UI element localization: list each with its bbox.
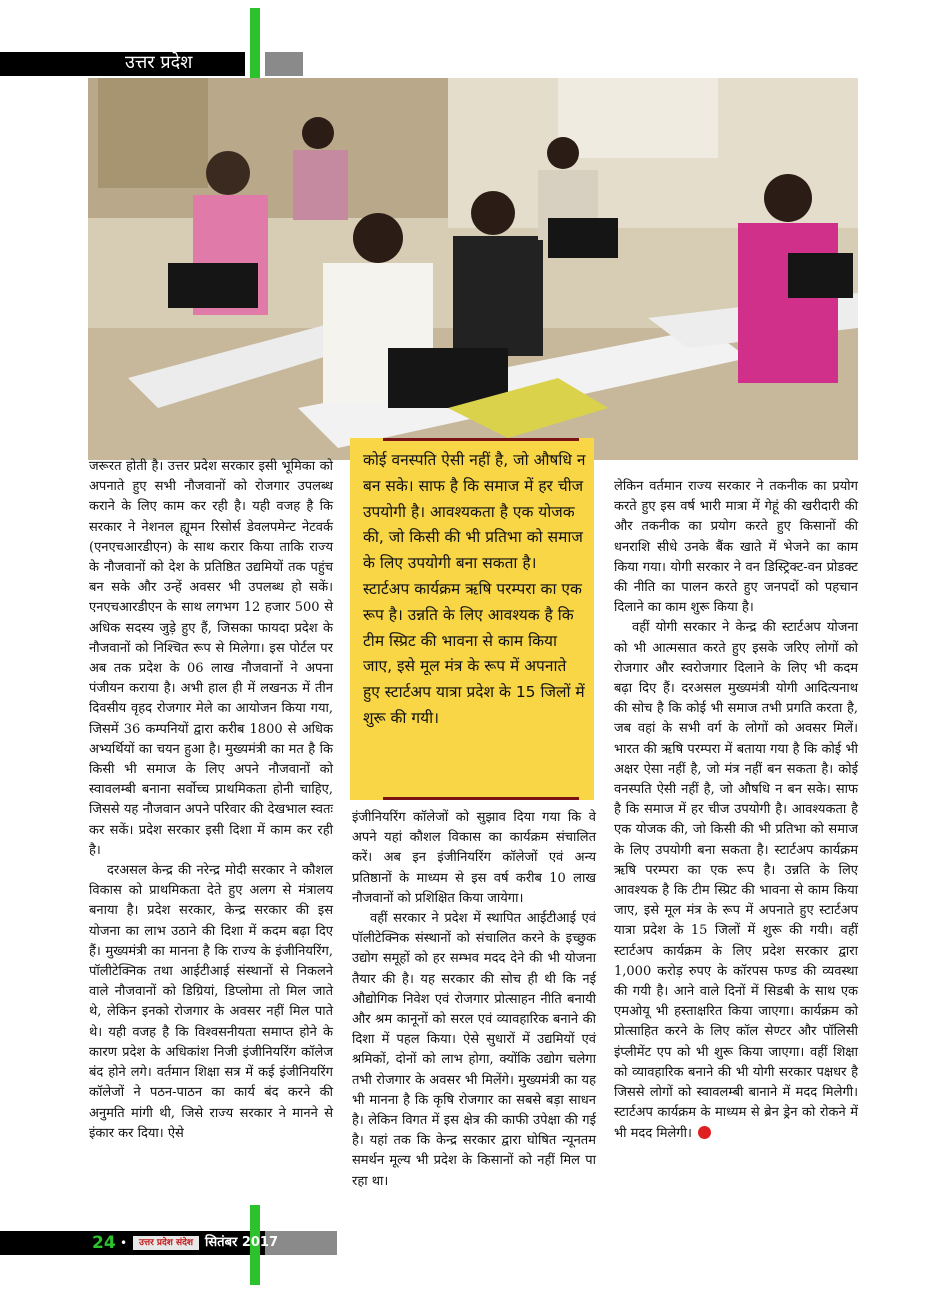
article-paragraph-text: वहीं योगी सरकार ने केन्द्र की स्टार्टअप योजना को भी आत्मसात करते हुए इसके जरिए लोगों को रोजगार और स्वरोजगार दिलाने के लिए भी कदम बढ़ा दिए हैं। दरअसल मुख्यमंत्री योगी आदित्यनाथ की सोच है कि कोई भी समाज तभी प्रगति करता है, जब वहां के सभी वर्ग के लोगों को अवसर मिलें। भारत की ऋषि परम्परा में बताया गया है कि कोई भी अक्षर ऐसा नहीं है, जो मंत्र नहीं बन सकता है। कोई वनस्पति ऐसी नहीं है, जो औषधि न बन सके। साफ है कि समाज में हर चीज उपयोगी है। आवश्यकता है एक योजक की, जो किसी की भी प्रतिभा को समाज के लिए उपयोगी बना सकता है। स्टार्टअप कार्यक्रम ऋषि परम्परा का एक रूप है। उन्नति के लिए आवश्यक है कि टीम स्प्रिट की भावना से काम किया जाए, इसे मूल मंत्र के रूप में अपनाते हुए स्टार्टअप यात्रा प्रदेश के 15 जिलों में शुरू की गयी। वहीं स्टार्टअप कार्यक्रम के लिए प्रदेश सरकार द्वारा 1,000 करोड़ रुपए के कॉरपस फण्ड की व्यवस्था की गयी है। आने वाले दिनों में सिडबी के साथ एक एमओयू भी हस्ताक्षरित किया जाएगा। कार्यक्रम को प्रोत्साहित करने के लिए कॉल सेण्टर और पॉलिसी इंप्लीमेंट एप को भी शुरू किया जाएगा। वहीं शिक्षा को व्यावहारिक बनाने की भी योगी सरकार पक्षधर है जिससे लोगों को स्वावलम्बी बानाने में मदद मिलेगी। स्टार्टअप कार्यक्रम के माध्यम से ब्रेन ड्रेन को रोकने में भी मदद मिलेगी। bbox=[614, 620, 858, 1141]
article-paragraph: इंजीनियरिंग कॉलेजों को सुझाव दिया गया कि वे अपने यहां कौशल विकास का कार्यक्रम संचालित करें। अब इन इंजीनियरिंग कॉलेजों एवं अन्य प्रतिष्ठानों के माध्यम से इस वर्ष करीब 10 लाख नौजवानों को प्रशिक्षित किया जायेगा। bbox=[352, 810, 596, 906]
article-paragraph-final bbox=[614, 618, 858, 1143]
header-accent-gray bbox=[265, 52, 303, 76]
issue-date: सितंबर 2017 bbox=[205, 1235, 279, 1250]
article-column-1 bbox=[89, 457, 333, 1144]
header-accent-green bbox=[250, 8, 260, 80]
pull-quote-top-rule bbox=[383, 438, 579, 441]
article-paragraph: लेकिन वर्तमान राज्य सरकार ने तकनीक का प्रयोग करते हुए इस वर्ष भारी मात्रा में गेहूं की खरीदारी की और तकनीक का प्रयोग करते हुए किसानों की धनराशि सीधे उनके बैंक खाते में भेजने का काम किया गया। योगी सरकार ने वन डिस्ट्रिक्ट-वन प्रोडक्ट की नीति का पालन करते हुए जनपदों को पहचान दिलाने का काम शुरू किया है। bbox=[614, 479, 858, 616]
article-column-2 bbox=[352, 808, 596, 1192]
page-number: 24 bbox=[92, 1233, 116, 1253]
article-paragraph: वहीं सरकार ने प्रदेश में स्थापित आईटीआई एवं पॉलीटेक्निक संस्थानों को संचालित करने के इच्छुक उद्योग समूहों को हर सम्भव मदद देने की भी योजना तैयार की है। यह सरकार की सोच ही थी कि नई औद्योगिक निवेश एवं रोजगार प्रोत्साहन नीति बनायी और श्रम कानूनों को सरल एवं व्यावहारिक बनाने की दिशा में पहल किया। ऐसे सुधारों में उद्यमियों एवं श्रमिकों, दोनों को लाभ होगा, क्योंकि उद्योग चलेगा तभी रोजगार के अवसर भी मिलेंगे। मुख्यमंत्री का यह भी मानना है कि कृषि रोजगार का सबसे बड़ा साधन है। लेकिन विगत में इस क्षेत्र की काफी उपेक्षा की गई है। यहां तक कि केन्द्र सरकार द्वारा घोषित न्यूनतम समर्थन मूल्य भी प्रदेश के किसानों को नहीं मिल पा रहा था। bbox=[352, 911, 596, 1189]
photo-sewing-class-icon bbox=[88, 78, 858, 460]
article-paragraph: जरूरत होती है। उत्तर प्रदेश सरकार इसी भूमिका को अपनाते हुए सभी नौजवानों को रोजगार उपलब्ध कराने के लिए काम कर रही है। यही वजह है कि सरकार ने नेशनल ह्यूमन रिसोर्स डेवलपमेन्ट नेटवर्क (एनएचआरडीएन) के साथ करार किया ताकि राज्य के नौजवानों को देश के प्रतिष्ठित उद्यमियों तक पहुंच बन सके और उन्हें अवसर भी उपलब्ध हो सकें। एनएचआरडीएन के साथ लगभग 12 हजार 500 से अधिक सदस्य जुड़े हुए हैं, जिसका फायदा प्रदेश के नौजवानों को निश्चित रूप से मिलेगा। इस पोर्टल पर अब तक प्रदेश के 06 लाख नौजवानों ने अपना पंजीयन कराया है। अभी हाल ही में लखनऊ में तीन दिवसीय वृहद रोजगार मेले का आयोजन किया गया, जिसमें 36 कम्पनियों द्वारा करीब 1800 से अधिक अभ्यर्थियों का चयन हुआ है। मुख्यमंत्री का मत है कि किसी भी समाज के लिए अपने नौजवानों को स्वावलम्बी बनाना सर्वोच्च प्राथमिकता होनी चाहिए, जिससे यह नौजवान अपने परिवार की देखभाल स्वतः कर सकें। प्रदेश सरकार इसी दिशा में काम कर रही है। bbox=[89, 459, 333, 858]
article-photo bbox=[88, 78, 858, 460]
pull-quote-box bbox=[350, 438, 594, 800]
article-paragraph: दरअसल केन्द्र की नरेन्द्र मोदी सरकार ने कौशल विकास को प्राथमिकता देते हुए अलग से मंत्रालय बनाया है। प्रदेश सरकार, केन्द्र सरकार की इस योजना का लाभ उठाने की दिशा में कदम बढ़ा दिए हैं। मुख्यमंत्री का मानना है कि राज्य के इंजीनियरिंग, पॉलीटेक्निक तथा आईटीआई संस्थानों से निकलने वाले नौजवानों को डिग्रियां, डिप्लोमा तो मिल जाते थे, लेकिन इनको रोजगार के अवसर नहीं मिल पाते थे। यही वजह है कि विश्वसनीयता समाप्त होने के कारण प्रदेश के अधिकांश निजी इंजीनियरिंग कॉलेज बंद होने लगे। वर्तमान शिक्षा सत्र में कई इंजीनियरिंग कॉलेजों ने पठन-पाठन का कार्य बंद करने की अनुमति मांगी थी, जिसे राज्य सरकार ने मानने से इंकार कर दिया। ऐसे bbox=[89, 863, 333, 1141]
pull-quote-bottom-rule bbox=[383, 797, 579, 800]
section-header-bar bbox=[0, 52, 245, 76]
end-mark-icon bbox=[698, 1126, 711, 1139]
magazine-logo: उत्तर प्रदेश संदेश bbox=[133, 1236, 199, 1250]
article-column-3 bbox=[614, 477, 858, 1144]
pull-quote-text: कोई वनस्पति ऐसी नहीं है, जो औषधि न बन सके। साफ है कि समाज में हर चीज उपयोगी है। आवश्यकता है एक योजक की, जो किसी की भी प्रतिभा को समाज के लिए उपयोगी बना सकता है। स्टार्टअप कार्यक्रम ऋषि परम्परा का एक रूप है। उन्नति के लिए आवश्यक है कि टीम स्प्रिट की भावना से काम किया जाए, इसे मूल मंत्र के रूप में अपनाते हुए स्टार्टअप यात्रा प्रदेश के 15 जिलों में शुरू की गयी। bbox=[363, 451, 586, 727]
footer-bullet: • bbox=[120, 1236, 128, 1250]
section-title: उत्तर प्रदेश bbox=[125, 52, 193, 73]
